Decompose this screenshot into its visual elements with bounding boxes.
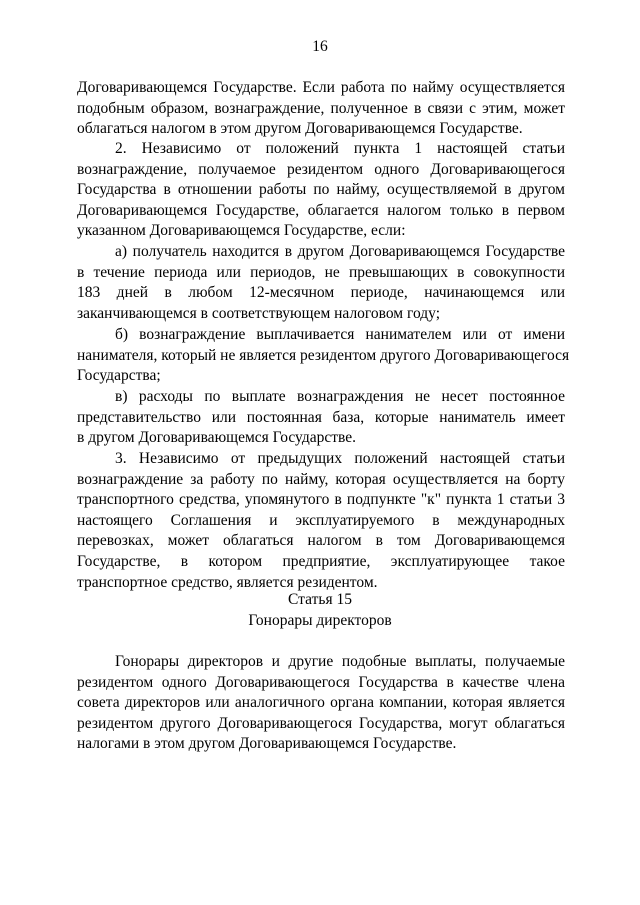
text-line: резидентом одного Договаривающегося Государства в качестве члена: [77, 673, 565, 691]
text-line: резидентом другого Договаривающегося Государства, могут облагаться: [77, 714, 565, 732]
text-line: Государстве, в котором предприятие, эксплуатирующее такое: [77, 552, 565, 570]
paragraph-clause-3: [77, 449, 565, 593]
text-line: облагаться налогом в этом другом Договаривающемся Государстве.: [77, 120, 523, 138]
text-line: представительство или постоянная база, которые наниматель имеет: [77, 408, 565, 426]
text-line: Договаривающемся Государстве. Если работа по найму осуществляется: [77, 79, 565, 96]
text-line: 3. Независимо от предыдущих положений настоящей статьи: [115, 450, 565, 467]
paragraph-continuation: [77, 78, 565, 140]
text-line: перевозках, может облагаться налогом в том Договаривающемся: [77, 532, 565, 550]
text-line: 2. Независимо от положений пункта 1 настоящей статьи: [115, 140, 565, 157]
paragraph-subclause-v: [77, 387, 565, 449]
text-line: подобным образом, вознаграждение, полученное в связи с этим, может: [77, 99, 565, 117]
text-line: в) расходы по выплате вознаграждения не несет постоянное: [115, 388, 565, 405]
paragraph-article-15: [77, 652, 565, 755]
page-number: 16: [312, 38, 328, 55]
text-line: налогами в этом другом Договаривающемся Государстве.: [77, 735, 457, 753]
text-line: указанном Договаривающемся Государстве, если:: [77, 222, 406, 240]
text-line: совета директоров или аналогичного органа компании, которая является: [77, 694, 565, 712]
text-line: Гонорары директоров и другие подобные выплаты, получаемые: [115, 653, 565, 670]
text-line: Договаривающемся Государстве, облагается налогом только в первом: [77, 201, 565, 219]
text-line: в течение периода или периодов, не превышающих в совокупности: [77, 263, 565, 281]
text-line: заканчивающемся в соответствующем налоговом году;: [77, 304, 441, 322]
text-line: в другом Договаривающемся Государстве.: [77, 429, 356, 447]
text-line: настоящего Соглашения и эксплуатируемого в международных: [77, 511, 565, 529]
paragraph-subclause-a: [77, 242, 565, 324]
text-line: нанимателя, который не является резидентом другого Договаривающегося: [77, 346, 570, 364]
article-number: Статья 15: [288, 591, 352, 608]
text-line: б) вознаграждение выплачивается нанимателем или от имени: [115, 326, 565, 343]
text-line: вознаграждение, получаемое резидентом одного Договаривающегося: [77, 160, 565, 178]
text-line: 183 дней в любом 12-месячном периоде, начинающемся или: [77, 284, 565, 302]
text-line: транспортное средство, является резидентом.: [77, 573, 378, 591]
text-line: вознаграждение за работу по найму, которая осуществляется на борту: [77, 470, 565, 488]
text-line: Государства;: [77, 367, 161, 385]
text-line: а) получатель находится в другом Договаривающемся Государстве: [115, 243, 565, 260]
paragraph-subclause-b: [77, 325, 570, 387]
paragraph-clause-2: [77, 139, 565, 242]
article-title: Гонорары директоров: [248, 612, 392, 629]
text-line: Государства в отношении работы по найму, осуществляемой в другом: [77, 181, 565, 199]
text-line: транспортного средства, упомянутого в подпункте "к" пункта 1 статьи 3: [77, 491, 565, 509]
